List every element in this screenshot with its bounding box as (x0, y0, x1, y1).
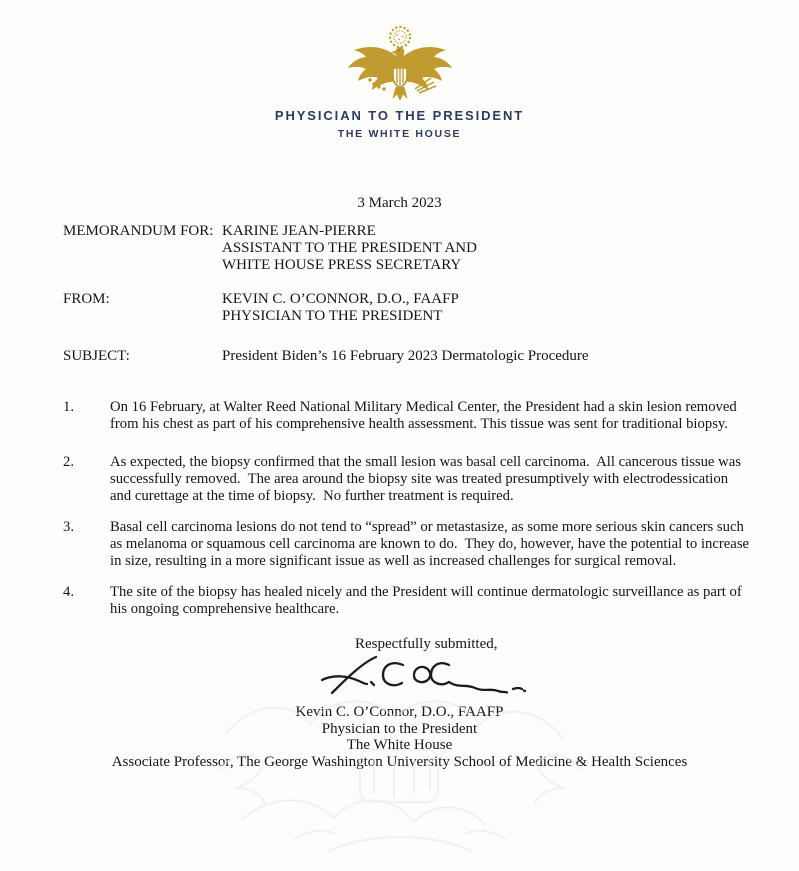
subject-label: SUBJECT: (63, 348, 130, 364)
signature-block (0, 704, 799, 770)
letterhead-title: PHYSICIAN TO THE PRESIDENT (274, 108, 525, 123)
recipient-title-2: WHITE HOUSE PRESS SECRETARY (222, 257, 462, 273)
paragraph-2-text: As expected, the biopsy confirmed that the small lesion was basal cell carcinoma. All cancerous tissue was successfully removed. The area around the biopsy site was treated presumptively with electrodessication and curettage at the time of biopsy. No further treatment is required. (110, 454, 745, 504)
presidential-eagle-seal-icon (0, 24, 799, 107)
sender-title: PHYSICIAN TO THE PRESIDENT (222, 308, 443, 324)
subject-value (222, 348, 763, 365)
recipient-title-1: ASSISTANT TO THE PRESIDENT AND (222, 240, 477, 256)
memo-date: 3 March 2023 (357, 195, 442, 211)
sender-name: KEVIN C. O’CONNOR, D.O., FAAFP (222, 291, 459, 307)
letterhead-subtitle: THE WHITE HOUSE (337, 128, 462, 140)
paragraph-1-number: 1. (63, 399, 75, 415)
signer-org: The White House (346, 737, 453, 754)
paragraph-2 (63, 454, 755, 505)
subject-text: President Biden’s 16 February 2023 Dermatologic Procedure (222, 348, 589, 364)
paragraph-3 (63, 519, 755, 570)
paragraph-1-text: On 16 February, at Walter Reed National Military Medical Center, the President had a skin lesion removed from his chest as part of his comprehensive health assessment. This tissue was sent for traditional biopsy. (110, 399, 741, 432)
paragraph-2-number: 2. (63, 454, 75, 470)
paragraph-3-text: Basal cell carcinoma lesions do not tend to “spread” or metastasize, as some more serious skin cancers such as melanoma or squamous cell carcinoma are known to do. They do, however, have the potential to increase in size, resulting in a more significant issue as well as increased challenges for surgical removal. (110, 519, 753, 569)
subject-row (63, 348, 763, 365)
paragraph-4-number: 4. (63, 584, 75, 600)
memorandum-for-row (63, 223, 763, 274)
signer-title: Physician to the President (321, 720, 478, 737)
paragraph-3-number: 3. (63, 519, 75, 535)
paragraph-1 (63, 399, 755, 433)
memorandum-for-value (222, 223, 763, 274)
memo-header-fields (63, 223, 763, 365)
from-value (222, 291, 763, 325)
signature-image (318, 652, 526, 707)
paragraph-4 (63, 584, 755, 618)
from-label: FROM: (63, 291, 110, 307)
closing-salutation: Respectfully submitted, (355, 636, 498, 652)
memorandum-for-label: MEMORANDUM FOR: (63, 223, 214, 239)
signer-affiliation: Associate Professor, The George Washington University School of Medicine & Health Sciences (111, 753, 688, 770)
memo-body (63, 399, 755, 632)
recipient-name: KARINE JEAN-PIERRE (222, 223, 376, 239)
paragraph-4-text: The site of the biopsy has healed nicely and the President will continue dermatologic surveillance as part of his ongoing comprehensive healthcare. (110, 584, 746, 617)
signer-name: Kevin C. O’Connor, D.O., FAAFP (295, 704, 504, 720)
from-row (63, 291, 763, 325)
